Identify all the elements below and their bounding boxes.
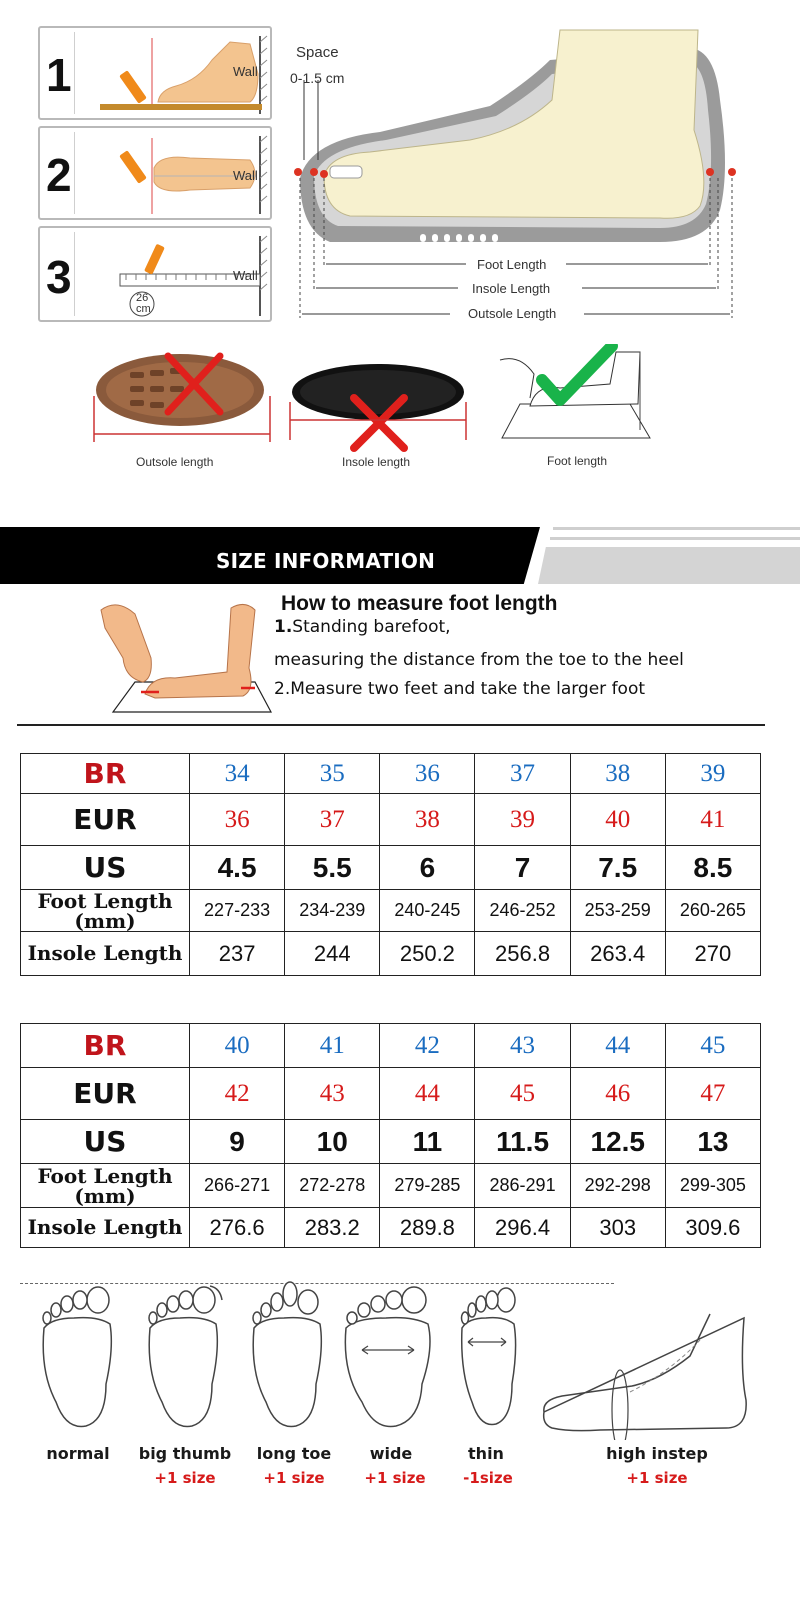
- insole-length-cell: [380, 932, 475, 976]
- insole-length-value: 256.8: [495, 940, 551, 966]
- br-value: 42: [414, 1031, 440, 1059]
- insole-length-cell: [285, 1208, 380, 1248]
- eur-value: 45: [510, 1079, 536, 1107]
- br-label: BR: [83, 1029, 127, 1062]
- foot-type-adjustment: +1 size: [154, 1469, 216, 1487]
- insole-length-value: 296.4: [495, 1214, 551, 1240]
- space-value: 0-1.5 cm: [290, 70, 345, 86]
- foot-length-cell: [380, 1164, 475, 1208]
- foot-length-cell: [475, 1164, 570, 1208]
- eur-label: EUR: [73, 803, 137, 836]
- foot-length-cell: [570, 1164, 665, 1208]
- row-label-cell: [21, 1164, 190, 1208]
- foot-normal-illustration: [34, 1284, 124, 1434]
- measure-step-3: [38, 226, 272, 322]
- us-value: 11: [412, 1125, 443, 1157]
- eur-cell: [570, 794, 665, 846]
- br-value: 44: [605, 1031, 631, 1059]
- outsole-comparison: [90, 346, 272, 446]
- br-cell: [475, 1024, 570, 1068]
- eur-cell: [285, 794, 380, 846]
- insole-length-value: 309.6: [685, 1214, 741, 1240]
- foot-type-label: big thumb: [138, 1444, 232, 1463]
- us-label: US: [83, 851, 127, 884]
- br-cell: [285, 1024, 380, 1068]
- howto-step-1-continued: measuring the distance from the toe to the heel: [274, 650, 684, 670]
- us-cell: [380, 846, 475, 890]
- row-label-cell: [21, 1208, 190, 1248]
- foot-type-adjustment: -1size: [463, 1469, 513, 1487]
- foot-length-unit: (mm): [74, 908, 136, 932]
- br-cell: [665, 1024, 760, 1068]
- measure-foot-illustration: [95, 598, 275, 714]
- insole-length-cell: [665, 1208, 760, 1248]
- eur-value: 40: [605, 805, 631, 833]
- insole-length-value: 283.2: [304, 1214, 360, 1240]
- step-number: 3: [46, 251, 72, 303]
- space-label: Space: [296, 44, 339, 61]
- us-cell: [190, 846, 285, 890]
- insole-length-value: 276.6: [209, 1214, 265, 1240]
- us-row: [21, 1120, 761, 1164]
- foot-length-value: 260-265: [679, 900, 746, 920]
- us-value: 5.5: [312, 851, 352, 883]
- br-value: 36: [414, 759, 440, 787]
- us-cell: [475, 846, 570, 890]
- foot-length-cell: [190, 1164, 285, 1208]
- insole-length-value: 263.4: [590, 940, 646, 966]
- foot-type-adjustment: +1 size: [626, 1469, 688, 1487]
- shoe-cross-section-diagram: [290, 20, 750, 325]
- eur-cell: [475, 794, 570, 846]
- eur-cell: [570, 1068, 665, 1120]
- wall-label: Wall: [233, 268, 258, 283]
- insole-length-cell: [475, 1208, 570, 1248]
- banner-stripe: [550, 537, 800, 540]
- br-value: 45: [700, 1031, 726, 1059]
- insole-length-row: [21, 1208, 761, 1248]
- row-label-cell: [21, 754, 190, 794]
- foot-length-row: [21, 890, 761, 932]
- howto-step-1-text: Standing barefoot,: [292, 617, 451, 637]
- br-cell: [570, 754, 665, 794]
- row-label-cell: [21, 932, 190, 976]
- foot-type-label: normal: [46, 1444, 110, 1463]
- insole-length-cell: [190, 1208, 285, 1248]
- br-cell: [190, 754, 285, 794]
- foot-length-cell: [570, 890, 665, 932]
- foot-length-row: [21, 1164, 761, 1208]
- br-row: [21, 754, 761, 794]
- br-cell: [665, 754, 760, 794]
- us-value: 6: [419, 851, 436, 883]
- us-cell: [285, 846, 380, 890]
- section-title: SIZE INFORMATION: [216, 549, 436, 573]
- br-cell: [380, 754, 475, 794]
- foot-length-unit: (mm): [74, 1183, 136, 1208]
- us-value: 7.5: [598, 851, 638, 883]
- insole-length-cell: [475, 932, 570, 976]
- insole-length-cell: [380, 1208, 475, 1248]
- br-value: 39: [700, 759, 726, 787]
- eur-cell: [285, 1068, 380, 1120]
- insole-length-cell: [285, 932, 380, 976]
- step-number: 1: [46, 49, 72, 101]
- foot-wide-illustration: [340, 1280, 440, 1430]
- eur-value: 43: [319, 1079, 345, 1107]
- us-value: 7: [514, 851, 531, 883]
- banner-grey-block: [538, 547, 800, 584]
- howto-step-2: 2.Measure two feet and take the larger foot: [274, 679, 646, 699]
- eur-cell: [190, 794, 285, 846]
- foot-length-comparison: [490, 344, 666, 444]
- br-value: 41: [319, 1031, 345, 1059]
- foot-type-label: high instep: [606, 1444, 708, 1463]
- us-row: [21, 846, 761, 890]
- howto-title: How to measure foot length: [281, 592, 558, 615]
- foot-length-cell: [665, 890, 760, 932]
- eur-value: 38: [414, 805, 440, 833]
- br-row: [21, 1024, 761, 1068]
- foot-high-instep-illustration: [540, 1300, 752, 1440]
- foot-length-cell: [285, 1164, 380, 1208]
- us-cell: [190, 1120, 285, 1164]
- eur-value: 36: [224, 805, 250, 833]
- us-value: 12.5: [590, 1125, 645, 1157]
- howto-step-1: [274, 617, 451, 637]
- foot-length-value: 266-271: [204, 1175, 271, 1195]
- eur-cell: [665, 794, 760, 846]
- br-cell: [190, 1024, 285, 1068]
- eur-cell: [380, 794, 475, 846]
- banner-stripe: [553, 527, 800, 530]
- foot-length-cell: [190, 890, 285, 932]
- us-value: 13: [697, 1125, 729, 1157]
- foot-type-label: wide: [369, 1444, 413, 1463]
- eur-value: 41: [700, 805, 726, 833]
- row-label-cell: [21, 1024, 190, 1068]
- size-table-2: [20, 1023, 761, 1248]
- us-cell: [570, 846, 665, 890]
- us-value: 10: [316, 1125, 348, 1157]
- eur-cell: [665, 1068, 760, 1120]
- row-label-cell: [21, 846, 190, 890]
- insole-length-cell: [570, 1208, 665, 1248]
- foot-thin-illustration: [450, 1280, 530, 1430]
- outsole-length-caption: Outsole length: [136, 455, 214, 469]
- size-table-1: [20, 753, 761, 976]
- foot-length-value: 234-239: [299, 900, 366, 920]
- insole-length-cell: [665, 932, 760, 976]
- eur-value: 42: [224, 1079, 250, 1107]
- foot-type-label: long toe: [256, 1444, 332, 1463]
- foot-length-label: Foot Length: [37, 1163, 173, 1188]
- us-value: 9: [229, 1125, 245, 1157]
- foot-length-cell: [665, 1164, 760, 1208]
- eur-value: 39: [510, 805, 536, 833]
- foot-length-value: 272-278: [299, 1175, 366, 1195]
- foot-length-value: 292-298: [584, 1175, 651, 1195]
- section-divider: [17, 724, 765, 726]
- eur-row: [21, 1068, 761, 1120]
- us-cell: [285, 1120, 380, 1164]
- eur-cell: [475, 1068, 570, 1120]
- br-cell: [285, 754, 380, 794]
- br-value: 40: [224, 1031, 250, 1059]
- measure-step-2: [38, 126, 272, 220]
- row-label-cell: [21, 1068, 190, 1120]
- foot-length-value: 227-233: [204, 900, 271, 920]
- br-label: BR: [83, 757, 127, 790]
- foot-length-label: Foot Length: [37, 889, 173, 913]
- br-value: 38: [605, 759, 631, 787]
- eur-value: 46: [605, 1079, 631, 1107]
- eur-row: [21, 794, 761, 846]
- us-label: US: [83, 1125, 127, 1158]
- foot-long-toe-illustration: [244, 1280, 334, 1430]
- br-value: 37: [510, 759, 536, 787]
- outsole-length-label: Outsole Length: [468, 306, 557, 321]
- foot-length-cell: [380, 890, 475, 932]
- us-value: 8.5: [693, 851, 733, 883]
- insole-length-row: [21, 932, 761, 976]
- insole-length-value: 303: [599, 1214, 637, 1240]
- br-value: 43: [510, 1031, 536, 1059]
- foot-length-value: 253-259: [584, 900, 651, 920]
- foot-type-adjustment: +1 size: [263, 1469, 325, 1487]
- row-label-cell: [21, 890, 190, 932]
- insole-length-value: 237: [218, 940, 256, 966]
- step-divider: [74, 232, 75, 316]
- insole-length-value: 289.8: [399, 1214, 455, 1240]
- ruler-unit: cm: [136, 303, 151, 315]
- step-number: 2: [46, 149, 72, 201]
- eur-label: EUR: [73, 1077, 137, 1110]
- us-cell: [570, 1120, 665, 1164]
- us-cell: [665, 1120, 760, 1164]
- br-value: 34: [224, 759, 250, 787]
- br-cell: [475, 754, 570, 794]
- measure-step-1: [38, 26, 272, 120]
- insole-length-label: Insole Length: [27, 940, 183, 965]
- foot-length-cell: [475, 890, 570, 932]
- foot-type-adjustment: +1 size: [364, 1469, 426, 1487]
- us-cell: [380, 1120, 475, 1164]
- insole-length-value: 244: [313, 940, 351, 966]
- wall-label: Wall: [233, 64, 258, 79]
- eur-value: 44: [414, 1079, 440, 1107]
- us-value: 11.5: [496, 1125, 550, 1157]
- insole-length-label: Insole Length: [27, 1214, 183, 1239]
- foot-length-cell: [285, 890, 380, 932]
- foot-length-value: 286-291: [489, 1175, 556, 1195]
- br-cell: [380, 1024, 475, 1068]
- us-value: 4.5: [217, 851, 257, 883]
- br-cell: [570, 1024, 665, 1068]
- foot-length-label: Foot Length: [477, 257, 547, 272]
- foot-type-label: thin: [468, 1444, 504, 1463]
- ruler-value: 26: [136, 292, 149, 304]
- insole-length-label: Insole Length: [472, 281, 551, 296]
- br-value: 35: [319, 759, 345, 787]
- step-divider: [74, 32, 75, 114]
- eur-value: 37: [319, 805, 345, 833]
- eur-value: 47: [700, 1079, 726, 1107]
- us-cell: [665, 846, 760, 890]
- wall-label: Wall: [233, 168, 258, 183]
- insole-length-cell: [190, 932, 285, 976]
- row-label-cell: [21, 1120, 190, 1164]
- foot-length-value: 299-305: [679, 1175, 746, 1195]
- us-cell: [475, 1120, 570, 1164]
- insole-length-cell: [570, 932, 665, 976]
- row-label-cell: [21, 794, 190, 846]
- howto-step-1-number: 1.: [274, 617, 293, 637]
- insole-length-caption: Insole length: [342, 455, 411, 469]
- eur-cell: [380, 1068, 475, 1120]
- insole-comparison: [286, 358, 470, 454]
- foot-length-caption: Foot length: [547, 454, 608, 468]
- foot-length-value: 246-252: [489, 900, 556, 920]
- step-divider: [74, 132, 75, 214]
- insole-length-value: 250.2: [399, 940, 455, 966]
- insole-length-value: 270: [694, 940, 732, 966]
- foot-length-value: 240-245: [394, 900, 461, 920]
- eur-cell: [190, 1068, 285, 1120]
- foot-length-value: 279-285: [394, 1175, 461, 1195]
- foot-big-thumb-illustration: [140, 1280, 230, 1430]
